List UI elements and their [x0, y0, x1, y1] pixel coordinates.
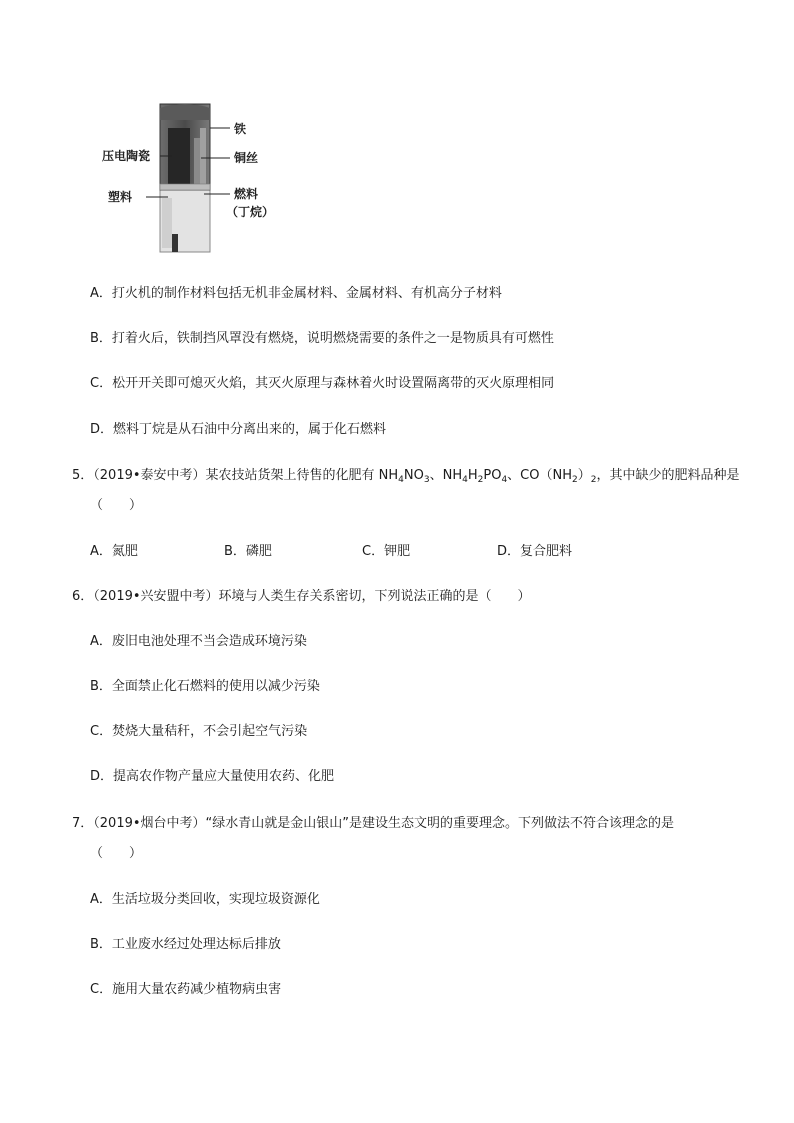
q5-text: 、NH	[429, 468, 463, 483]
q6-option-a: A．废旧电池处理不当会造成环境污染	[90, 634, 307, 649]
q5-text: ，其中缺少的肥料品种是	[596, 468, 740, 483]
q6-stem: 6．（2019•兴安盟中考）环境与人类生存关系密切，下列说法正确的是（ ）	[72, 589, 531, 604]
q5-option-b: B．磷肥	[224, 544, 272, 559]
q5-text: NO	[403, 468, 424, 483]
label-butane: （丁烷）	[226, 205, 275, 219]
lighter-valve	[172, 234, 178, 252]
q5-text: PO	[483, 468, 502, 483]
q5-sub: 3	[423, 475, 430, 485]
q4-option-d: D．燃料丁烷是从石油中分离出来的，属于化石燃料	[90, 422, 387, 437]
q5-answer-paren: （ ）	[90, 498, 143, 513]
label-copper: 铜丝	[234, 151, 259, 165]
q5-option-d: D．复合肥料	[497, 544, 573, 559]
lighter-top-cap	[160, 104, 210, 120]
q7-option-a: A．生活垃圾分类回收，实现垃圾资源化	[90, 892, 320, 907]
q7-answer-paren: （ ）	[90, 846, 143, 861]
q6-option-c: C．焚烧大量秸秆，不会引起空气污染	[90, 724, 308, 739]
lighter-diagram	[100, 98, 300, 256]
q7-stem: 7．（2019•烟台中考）“绿水青山就是金山银山”是建设生态文明的重要理念。下列做法不符合该理念的是	[72, 816, 674, 831]
label-piezo: 压电陶瓷	[102, 149, 151, 163]
q5-sub: 4	[501, 475, 508, 485]
q7-option-b: B．工业废水经过处理达标后排放	[90, 937, 281, 952]
lighter-lower-shade	[162, 198, 172, 248]
q5-text: 5．（2019•泰安中考）某农技站货架上待售的化肥有 NH	[72, 468, 399, 483]
label-iron: 铁	[234, 122, 247, 136]
q4-option-c: C．松开开关即可熄灭火焰，其灭火原理与森林着火时设置隔离带的灭火原理相同	[90, 376, 555, 391]
q5-text: ）	[577, 468, 591, 483]
q5-sub: 4	[462, 475, 468, 485]
q5-sub: 2	[571, 475, 578, 485]
q5-stem	[72, 467, 739, 489]
q5-option-c: C．钾肥	[362, 544, 411, 559]
q5-text: H	[467, 468, 478, 483]
q6-option-b: B．全面禁止化石燃料的使用以减少污染	[90, 679, 320, 694]
q5-text: 、CO（NH	[507, 468, 572, 483]
label-fuel: 燃料	[234, 187, 259, 201]
lighter-bottom-band	[160, 184, 210, 190]
q5-option-a: A．氮肥	[90, 544, 138, 559]
label-plastic: 塑料	[108, 190, 133, 204]
q5-sub: 2	[477, 475, 484, 485]
q6-option-d: D．提高农作物产量应大量使用农药、化肥	[90, 769, 335, 784]
q5-sub: 4	[398, 475, 404, 485]
lighter-wire	[194, 138, 200, 184]
lighter-nozzle	[200, 128, 206, 184]
q4-option-b: B．打着火后，铁制挡风罩没有燃烧，说明燃烧需要的条件之一是物质具有可燃性	[90, 331, 554, 346]
q7-option-c: C．施用大量农药减少植物病虫害	[90, 982, 282, 997]
q4-option-a: A．打火机的制作材料包括无机非金属材料、金属材料、有机高分子材料	[90, 286, 502, 301]
q5-sub: 2	[590, 475, 597, 485]
